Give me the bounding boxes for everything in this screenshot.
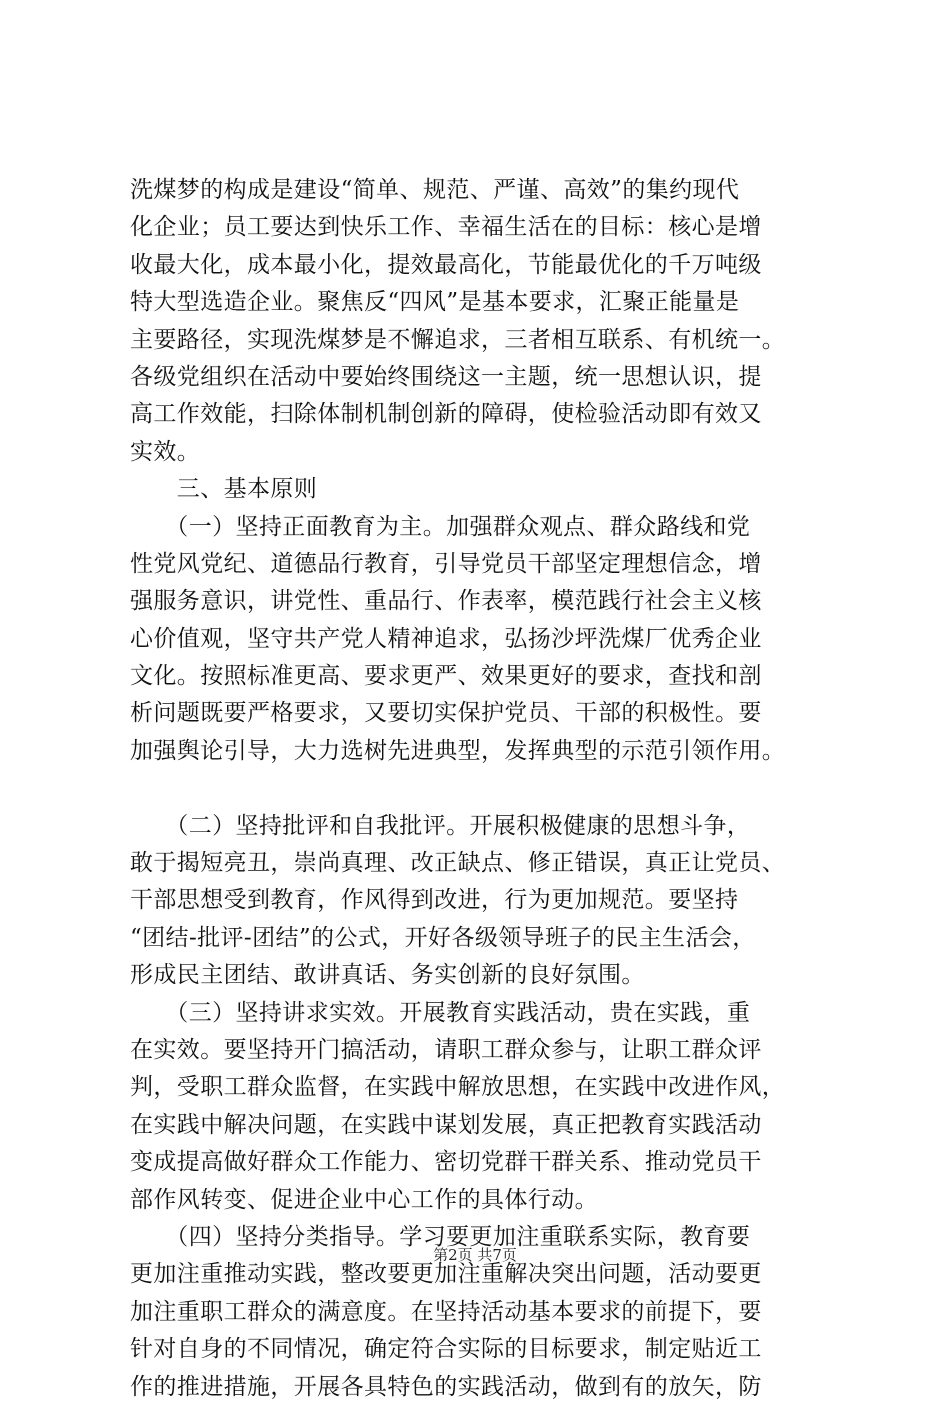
- text-line: 特大型选造企业。聚焦反“四风”是基本要求，汇聚正能量是: [130, 289, 740, 316]
- text-line: 强服务意识，讲党性、重品行、作表率，模范践行社会主义核: [130, 588, 762, 615]
- text-line: 变成提高做好群众工作能力、密切党群干群关系、推动党员干: [130, 1149, 762, 1176]
- text-line: 在实效。要坚持开门搞活动，请职工群众参与，让职工群众评: [130, 1036, 762, 1063]
- text-line: 部作风转变、促进企业中心工作的具体行动。: [130, 1186, 598, 1213]
- text-line: 化企业；员工要达到快乐工作、幸福生活在的目标：核心是增: [130, 214, 762, 241]
- text-line: （三）坚持讲求实效。开展教育实践活动，贵在实践，重: [130, 999, 751, 1026]
- text-line: 更加注重推动实践，整改要更加注重解决突出问题，活动要更: [130, 1261, 762, 1288]
- page-footer: 第2页 共7页: [433, 1246, 517, 1264]
- text-line: 实效。: [130, 438, 201, 465]
- text-line: （二）坚持批评和自我批评。开展积极健康的思想斗争，: [130, 812, 751, 839]
- text-line: 判，受职工群众监督，在实践中解放思想，在实践中改进作风，: [130, 1074, 786, 1101]
- text-line: 析问题既要严格要求，又要切实保护党员、干部的积极性。要: [130, 700, 762, 727]
- text-line: 性党风党纪、道德品行教育，引导党员干部坚定理想信念，增: [130, 550, 762, 577]
- text-line: 洗煤梦的构成是建设“简单、规范、严谨、高效”的集约现代: [130, 177, 740, 203]
- text-line: 针对自身的不同情况，确定符合实际的目标要求，制定贴近工: [130, 1336, 762, 1363]
- text-line: 形成民主团结、敢讲真话、务实创新的良好氛围。: [130, 962, 645, 989]
- text-line: 主要路径，实现洗煤梦是不懈追求，三者相互联系、有机统一。: [130, 326, 786, 353]
- text-line: 三、基本原则: [130, 476, 318, 503]
- text-line: 文化。按照标准更高、要求更严、效果更好的要求，查找和剖: [130, 663, 762, 690]
- text-line: （四）坚持分类指导。学习要更加注重联系实际，教育要: [130, 1223, 751, 1250]
- body-text: [130, 172, 830, 1406]
- text-line: 干部思想受到教育，作风得到改进，行为更加规范。要坚持: [130, 887, 739, 914]
- text-line: 心价值观，坚守共产党人精神追求，弘扬沙坪洗煤厂优秀企业: [130, 625, 762, 652]
- text-line: 收最大化，成本最小化，提效最高化，节能最优化的千万吨级: [130, 251, 762, 278]
- text-line: （一）坚持正面教育为主。加强群众观点、群众路线和党: [130, 513, 751, 540]
- text-line: 高工作效能，扫除体制机制创新的障碍，使检验活动即有效又: [130, 401, 762, 428]
- text-line: 作的推进措施，开展各具特色的实践活动，做到有的放矢，防: [130, 1373, 762, 1400]
- text-line: 各级党组织在活动中要始终围绕这一主题，统一思想认识，提: [130, 363, 762, 390]
- blank-line: [130, 770, 830, 807]
- text-line: 敢于揭短亮丑，崇尚真理、改正缺点、修正错误，真正让党员、: [130, 850, 786, 877]
- text-line: 在实践中解决问题，在实践中谋划发展，真正把教育实践活动: [130, 1111, 762, 1138]
- text-line: 加强舆论引导，大力选树先进典型，发挥典型的示范引领作用。: [130, 737, 786, 764]
- text-line: 加注重职工群众的满意度。在坚持活动基本要求的前提下，要: [130, 1298, 762, 1325]
- text-line: “团结-批评-团结”的公式，开好各级领导班子的民主生活会，: [130, 924, 756, 951]
